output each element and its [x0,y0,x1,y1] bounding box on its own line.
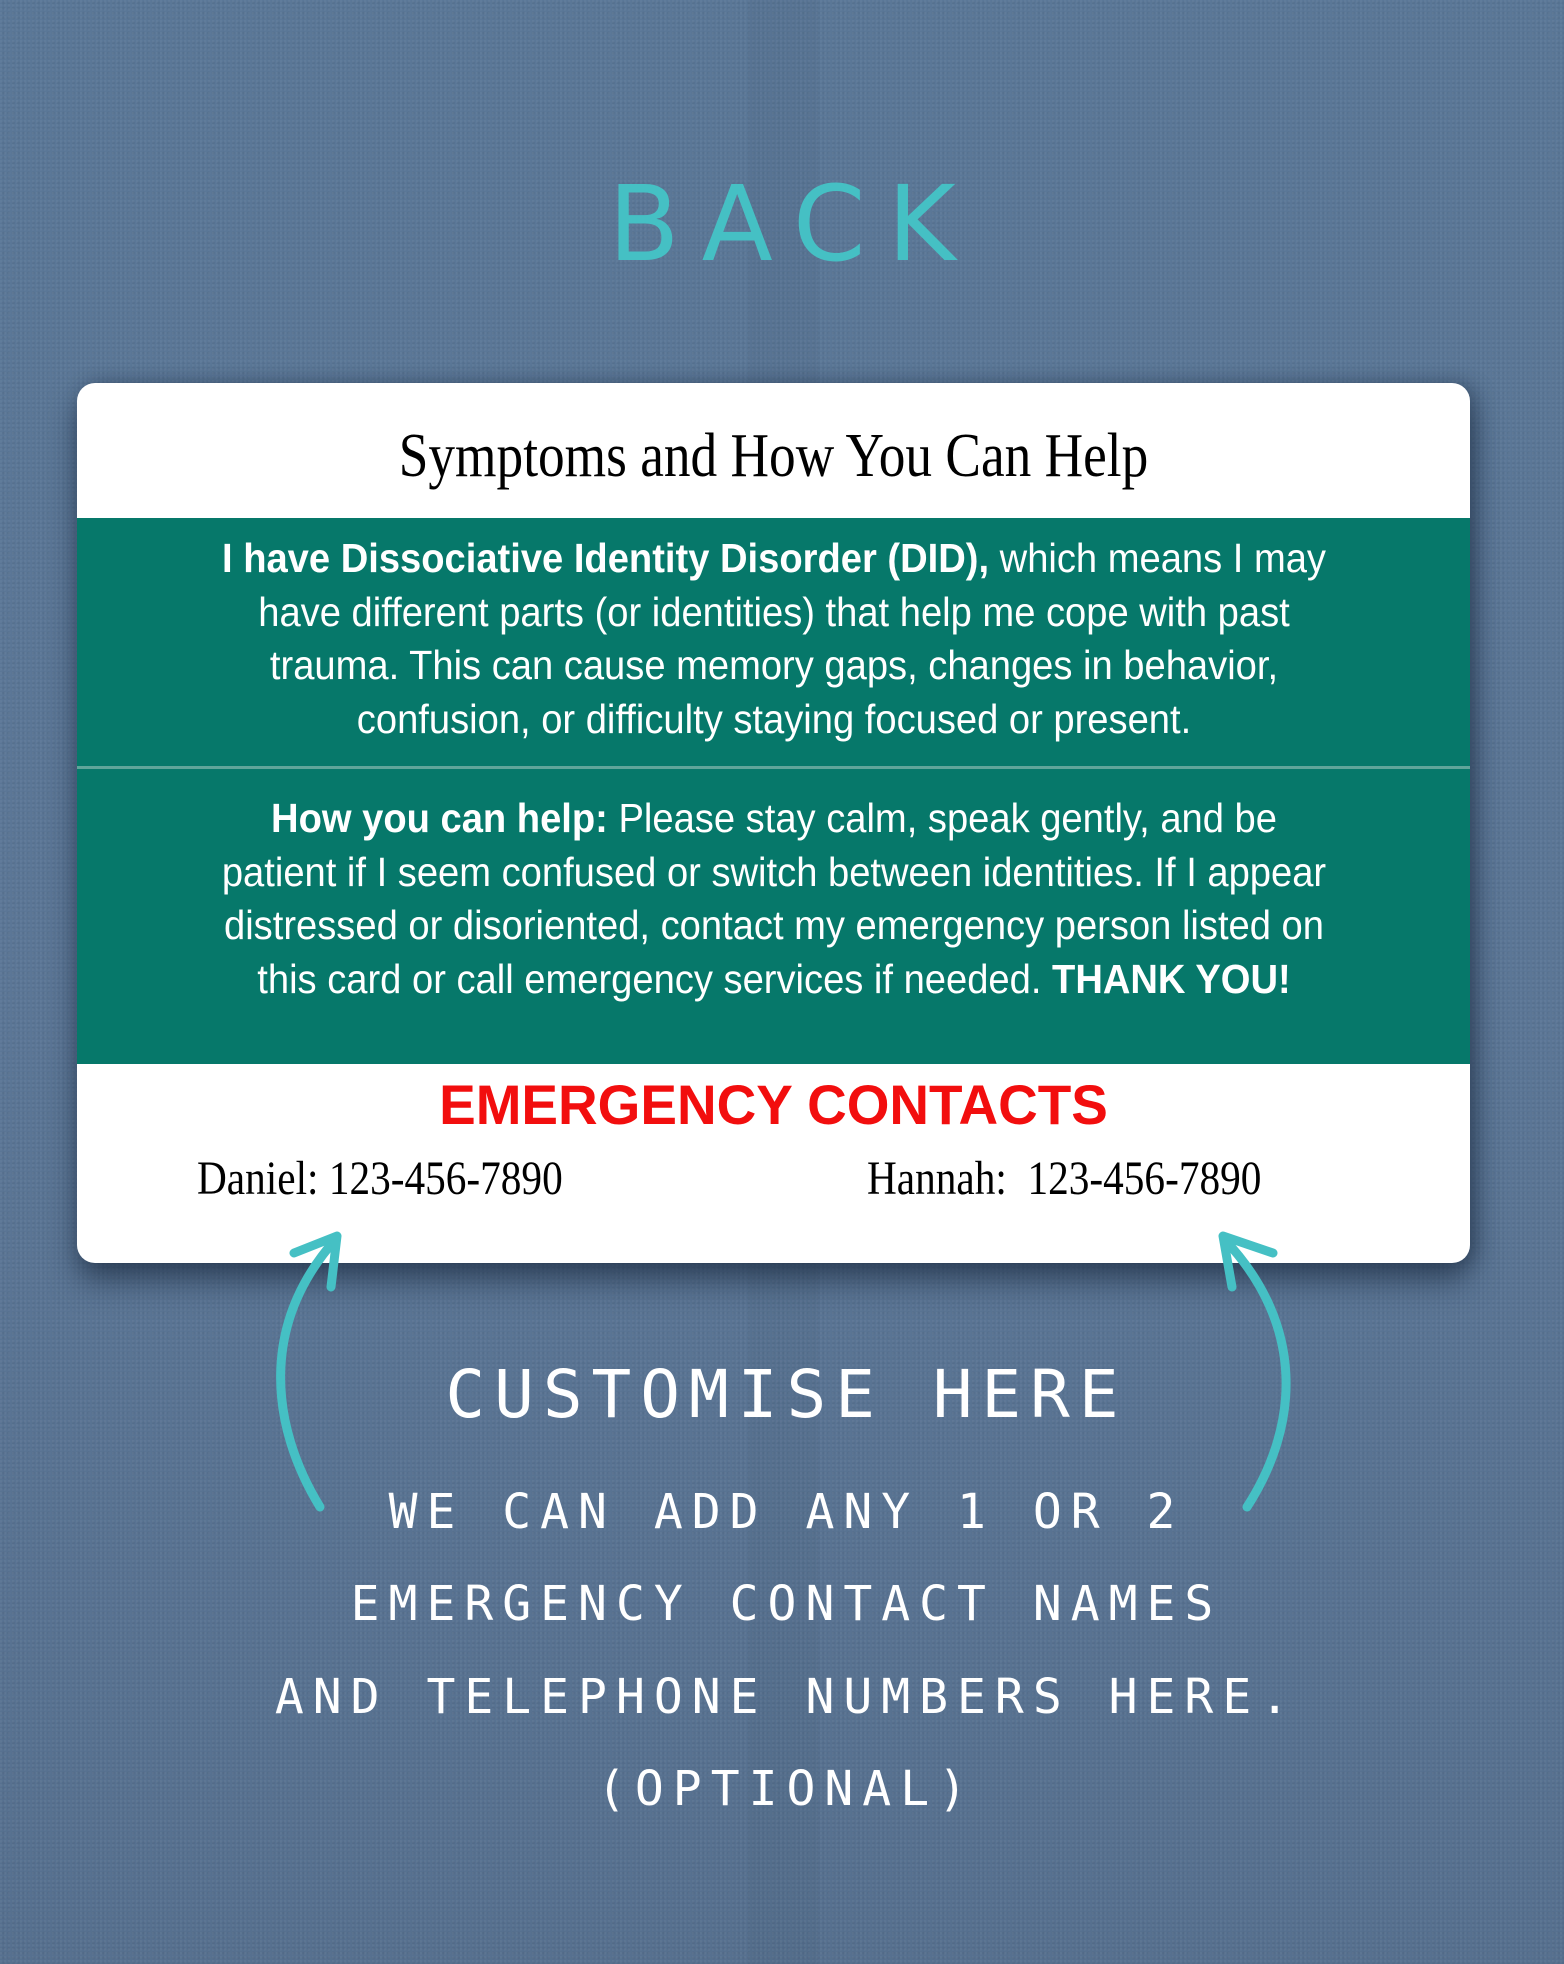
contact-1 [197,1152,563,1205]
info-band [77,518,1470,1064]
band-divider [77,766,1470,769]
note-line-3: AND TELEPHONE NUMBERS HERE. [274,1669,1299,1725]
contact-1-phone: 123-456-7890 [328,1152,563,1205]
page-heading: BACK [608,163,978,285]
emergency-contacts-title: EMERGENCY CONTACTS [439,1073,1108,1136]
did-description [77,532,1470,746]
contact-2-name: Hannah: [867,1152,1007,1205]
did-description-text: which means I may have different parts (or identities) that help me cope with past trauma. This can cause memory gaps, changes in behavior, confusion, or difficulty staying focused or present. [257,535,1326,742]
note-line-2: EMERGENCY CONTACT NAMES [350,1576,1223,1632]
note-line-4: (OPTIONAL) [597,1761,976,1817]
card-title: Symptoms and How You Can Help [398,422,1149,490]
customise-title: CUSTOMISE HERE [445,1356,1128,1433]
how-to-help [77,792,1470,1006]
how-to-help-text: Please stay calm, speak gently, and be patient if I seem confused or switch between identities. If I appear distressed or disoriented, contact my emergency person listed on this card or call emergency services if needed. [221,795,1326,1002]
contact-2 [867,1152,1262,1205]
emergency-card [77,383,1470,1263]
note-line-1: WE CAN ADD ANY 1 OR 2 [388,1484,1185,1540]
contact-2-phone: 123-456-7890 [1027,1152,1262,1205]
contact-1-name: Daniel: [197,1152,319,1205]
did-description-bold: I have Dissociative Identity Disorder (DID), [221,535,989,581]
thank-you: THANK YOU! [1051,955,1291,1002]
how-to-help-bold: How you can help: [270,795,608,841]
